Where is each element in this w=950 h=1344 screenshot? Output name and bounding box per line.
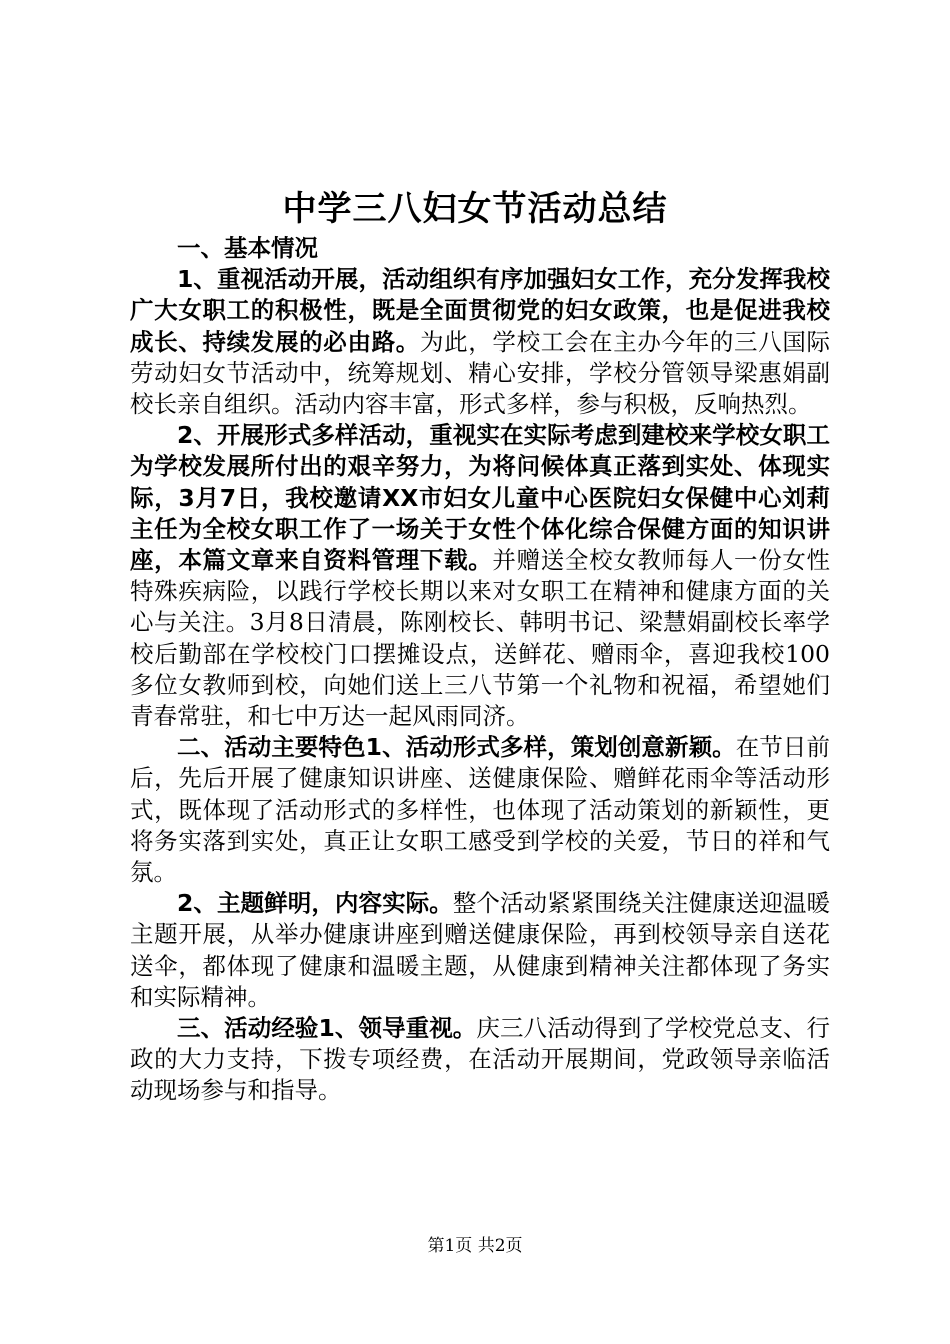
paragraph-heading: 2、开展形式多样活动，重视实在实际考虑到建校来学校女职工为学校发展所付出的艰辛努力，为将问候体真正落到实处、体现实际，3月7日，我校邀请XX市妇女儿童中心医院妇女保健中心刘莉主任为全校女职工作了一场关于女性个体化综合保健方面的知识讲座，本篇文章来自资料管理下载。 — [130, 421, 830, 575]
paragraph-heading: 1、重视活动开展，活动组织有序加强妇女工作，充分发挥我校广大女职工的积极性，既是全面贯彻党的妇女政策，也是促进我校成长、持续发展的必由路。 — [130, 265, 830, 356]
page-number: 第1页 共2页 — [427, 1236, 523, 1256]
paragraph — [130, 888, 830, 1013]
document-title: 中学三八妇女节活动总结 — [282, 189, 668, 229]
paragraph-heading: 2、主题鲜明，内容实际。 — [177, 889, 453, 918]
paragraph-heading: 三、活动经验1、领导重视。 — [177, 1014, 477, 1043]
paragraph — [130, 732, 830, 888]
paragraph — [130, 264, 830, 420]
document-body — [130, 233, 830, 1107]
paragraph — [130, 420, 830, 732]
paragraph-text: 为此，学校工会在主办今年的三八国际劳动妇女节活动中，统筹规划、精心安排，学校分管领导梁惠娟副校长亲自组织。活动内容丰富，形式多样，参与积极，反响热烈。 — [130, 327, 831, 419]
paragraph-text: 庆三八活动得到了学校党总支、行政的大力支持，下拨专项经费，在活动开展期间，党政领导亲临活动现场参与和指导。 — [130, 1014, 831, 1105]
paragraph — [130, 1013, 830, 1107]
paragraph — [130, 233, 830, 264]
paragraph-heading: 二、活动主要特色1、活动形式多样，策划创意新颖。 — [177, 733, 736, 762]
paragraph-heading: 一、基本情况 — [177, 234, 318, 262]
paragraph-text: 在节日前后，先后开展了健康知识讲座、送健康保险、赠鲜花雨伞等活动形式，既体现了活动形式的多样性，也体现了活动策划的新颖性，更将务实落到实处，真正让女职工感受到学校的关爱，节日的祥和气氛。 — [130, 733, 831, 887]
paragraph-text: 整个活动紧紧围绕关注健康送迎温暖主题开展，从举办健康讲座到赠送健康保险，再到校领导亲自送花送伞，都体现了健康和温暖主题，从健康到精神关注都体现了务实和实际精神。 — [130, 889, 831, 1011]
paragraph-text: 并赠送全校女教师每人一份女性特殊疾病险，以践行学校长期以来对女职工在精神和健康方面的关心与关注。3月8日清晨，陈刚校长、韩明书记、梁慧娟副校长率学校后勤部在学校校门口摆摊设点，送鲜花、赠雨伞，喜迎我校100多位女教师到校，向她们送上三八节第一个礼物和祝福，希望她们青春常驻，和七中万达一起风雨同济。 — [130, 546, 831, 731]
